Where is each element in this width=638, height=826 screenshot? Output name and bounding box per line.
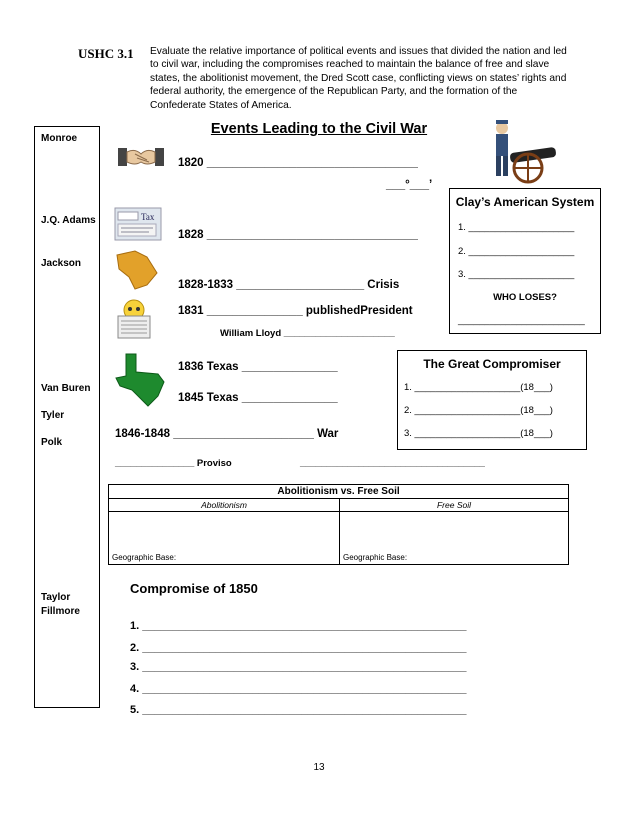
row-1836: 1836 Texas _______________ [178, 361, 338, 373]
great-compromiser-box [397, 350, 587, 450]
cannon-soldier-icon [484, 118, 564, 186]
row-proviso: _______________ Proviso [115, 458, 232, 469]
compromise-num-1: 1. [130, 620, 140, 632]
clay-american-system-box [449, 188, 601, 334]
compromise-num-4: 4. [130, 683, 140, 695]
abolitionism-geographic-base: Geographic Base: [109, 512, 340, 565]
abolitionism-free-soil-table [108, 484, 569, 565]
compromise-item-3 [130, 661, 467, 673]
handshake-icon [117, 140, 165, 174]
compromiser-item-3: 3. ____________________(18___) [404, 428, 553, 439]
clay-item-3: 3. ____________________ [458, 269, 575, 280]
tax-icon [113, 206, 163, 242]
compromise-item-1 [130, 620, 467, 632]
compromise-num-3: 3. [130, 661, 140, 673]
row-1845: 1845 Texas _______________ [178, 392, 338, 404]
compromise-blank-5: _____________________________________________________ [142, 704, 467, 716]
row-proviso-blank: ___________________________________ [300, 458, 485, 469]
standard-text: Evaluate the relative importance of political events and issues that divided the nation and led to civil war, including the compromises reached to maintain the balance of free and slave states, the abolitionist movement, the Dred Scott case, conflicting views on states’ rights and federal authority, the emergence of the Republican Party, and the formation of the Confederate States of America. [150, 46, 567, 111]
compromise-blank-2: _____________________________________________________ [142, 642, 467, 654]
president-monroe: Monroe [41, 133, 78, 144]
row-1828: 1828 _________________________________ [178, 229, 418, 241]
compromise-num-5: 5. [130, 704, 140, 716]
clay-item-1: 1. ____________________ [458, 222, 575, 233]
compromise-num-2: 2. [130, 642, 140, 654]
president-jq-adams: J.Q. Adams [41, 215, 96, 226]
compromise-blank-1: _____________________________________________________ [142, 620, 467, 632]
row-1846-1848: 1846-1848 ______________________ War [115, 428, 339, 440]
page-number: 13 [313, 762, 325, 773]
compromiser-box-title: The Great Compromiser [423, 357, 561, 371]
page-title: Events Leading to the Civil War [210, 121, 428, 137]
row-1820: 1820 _________________________________ [178, 157, 418, 169]
compromiser-item-1: 1. ____________________(18___) [404, 382, 553, 393]
president-polk: Polk [41, 437, 63, 448]
compromise-blank-3: _____________________________________________________ [142, 661, 467, 673]
compromise-item-5 [130, 704, 467, 716]
compromise-blank-4: _____________________________________________________ [142, 683, 467, 695]
clay-item-2: 2. ____________________ [458, 246, 575, 257]
presidents-column [34, 126, 100, 708]
table-header-abolitionism: Abolitionism [109, 499, 340, 512]
standard-code: USHC 3.1 [78, 46, 134, 61]
free-soil-geographic-base: Geographic Base: [340, 512, 569, 565]
compromise-1850-title: Compromise of 1850 [130, 581, 258, 596]
table-title: Abolitionism vs. Free Soil [109, 485, 569, 499]
president-van-buren: Van Buren [41, 383, 91, 394]
president-tyler: Tyler [41, 410, 65, 421]
table-header-free-soil: Free Soil [340, 499, 569, 512]
row-1831: 1831 _______________ publishedPresident [178, 305, 413, 317]
clay-box-title: Clay’s American System [455, 195, 595, 209]
clay-who-loses-blank: ________________________ [458, 315, 585, 326]
compromise-item-4 [130, 683, 467, 695]
texas-icon [112, 350, 170, 410]
president-jackson: Jackson [41, 258, 82, 269]
newspaper-reader-icon [113, 298, 155, 344]
south-carolina-icon [113, 247, 161, 291]
clay-who-loses: WHO LOSES? [493, 292, 557, 303]
compromiser-item-2: 2. ____________________(18___) [404, 405, 553, 416]
row-1828-1833: 1828-1833 ____________________ Crisis [178, 279, 400, 291]
president-fillmore: Fillmore [41, 606, 80, 617]
president-taylor: Taylor [41, 592, 71, 603]
row-1831-name: William Lloyd _____________________ [220, 328, 395, 339]
compromise-item-2 [130, 642, 467, 654]
row-1820-coordinates: ___°___’ [386, 179, 433, 191]
svg-text:Tax: Tax [141, 212, 155, 222]
